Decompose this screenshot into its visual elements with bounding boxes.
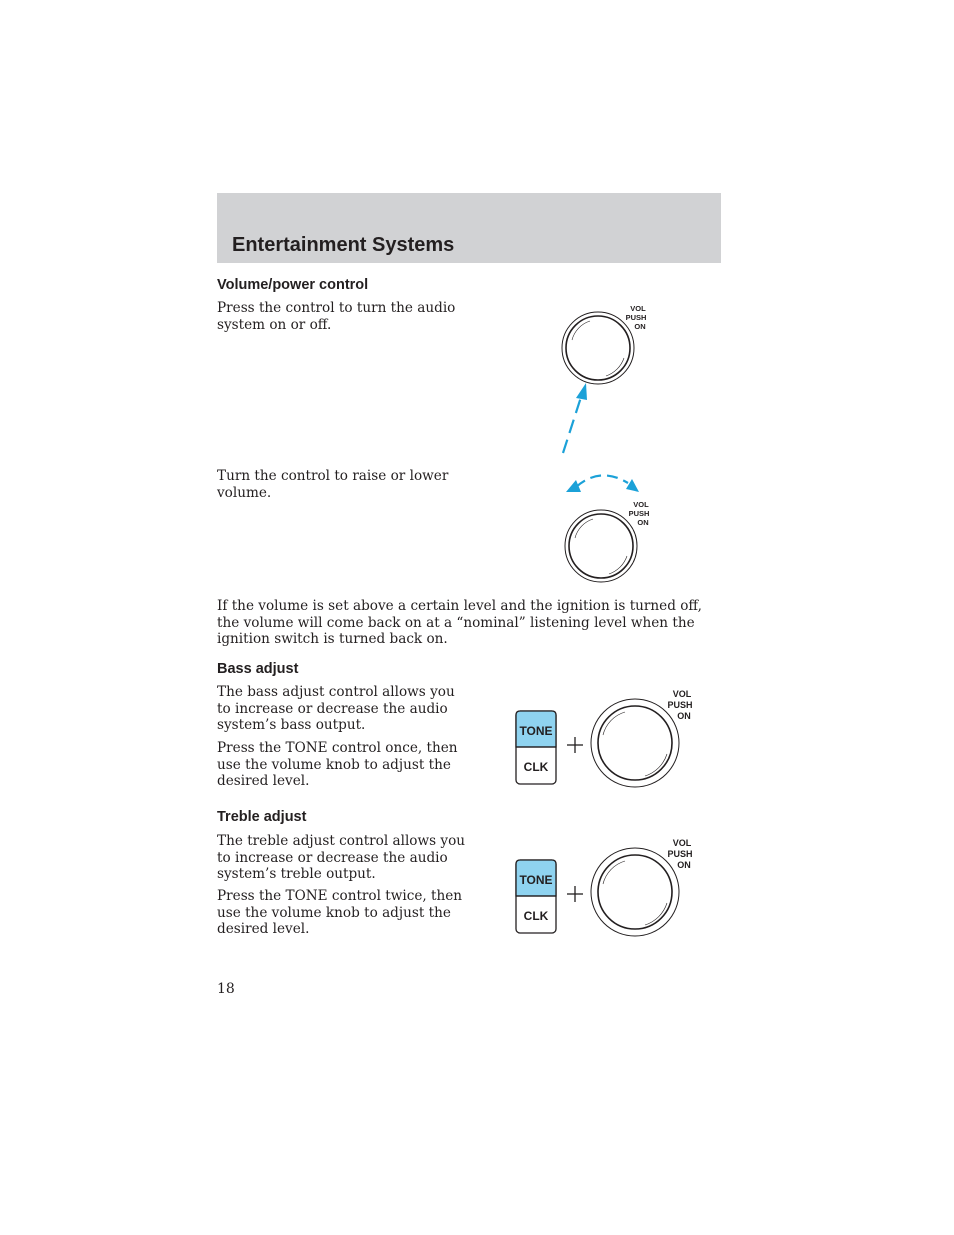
clk-button-label: CLK [523, 909, 549, 923]
bass-text-2: Press the TONE control once, then use the volume knob to adjust the desired level. [217, 740, 458, 789]
volume-press-text: Press the control to turn the audio system on or off. [217, 300, 456, 333]
volume-knob [591, 848, 679, 936]
tone-clk-button-panel [516, 860, 556, 933]
knob-label-vol: VOL [633, 500, 649, 509]
volume-nominal-text: If the volume is set above a certain level and the ignition is turned off, the volume will come back on at a “nominal” listening level when the ignition switch is turned back on. [217, 598, 702, 647]
volume-knob [591, 699, 679, 787]
knob-label-on: ON [637, 518, 649, 527]
knob-label-on: ON [677, 860, 691, 870]
knob-label-on: ON [677, 711, 691, 721]
plus-icon [567, 737, 583, 753]
volume-heading: Volume/power control [217, 277, 369, 293]
treble-text-1: The treble adjust control allows you to increase or decrease the audio system’s treble output. [217, 833, 466, 882]
tone-clk-button-panel [516, 711, 556, 784]
knob-label-vol: VOL [630, 304, 646, 313]
knob-label-push: PUSH [625, 313, 647, 322]
clk-button-label: CLK [523, 760, 549, 774]
volume-knob [562, 312, 634, 384]
treble-heading: Treble adjust [217, 809, 307, 825]
knob-label-vol: VOL [672, 689, 692, 699]
volume-turn-text: Turn the control to raise or lower volume. [217, 468, 449, 501]
bass-figure [510, 685, 700, 790]
rotate-arrow-icon [566, 475, 639, 492]
bass-heading: Bass adjust [217, 661, 299, 677]
page-number: 18 [217, 981, 235, 997]
push-arrow-icon [563, 383, 587, 453]
section-header [217, 193, 721, 263]
treble-text-2: Press the TONE control twice, then use the volume knob to adjust the desired level. [217, 888, 463, 937]
plus-icon [567, 886, 583, 902]
knob-label-vol: VOL [672, 838, 692, 848]
volume-turn-figure [556, 468, 666, 586]
volume-knob [565, 510, 637, 582]
knob-label-push: PUSH [628, 509, 650, 518]
tone-button-label: TONE [519, 724, 553, 738]
section-title: Entertainment Systems [232, 234, 455, 256]
knob-label-push: PUSH [667, 849, 693, 859]
tone-button-label: TONE [519, 873, 553, 887]
bass-text-1: The bass adjust control allows you to increase or decrease the audio system’s bass output. [217, 684, 455, 733]
knob-label-on: ON [634, 322, 646, 331]
volume-push-figure [550, 300, 660, 465]
knob-label-push: PUSH [667, 700, 693, 710]
treble-figure [510, 834, 700, 939]
